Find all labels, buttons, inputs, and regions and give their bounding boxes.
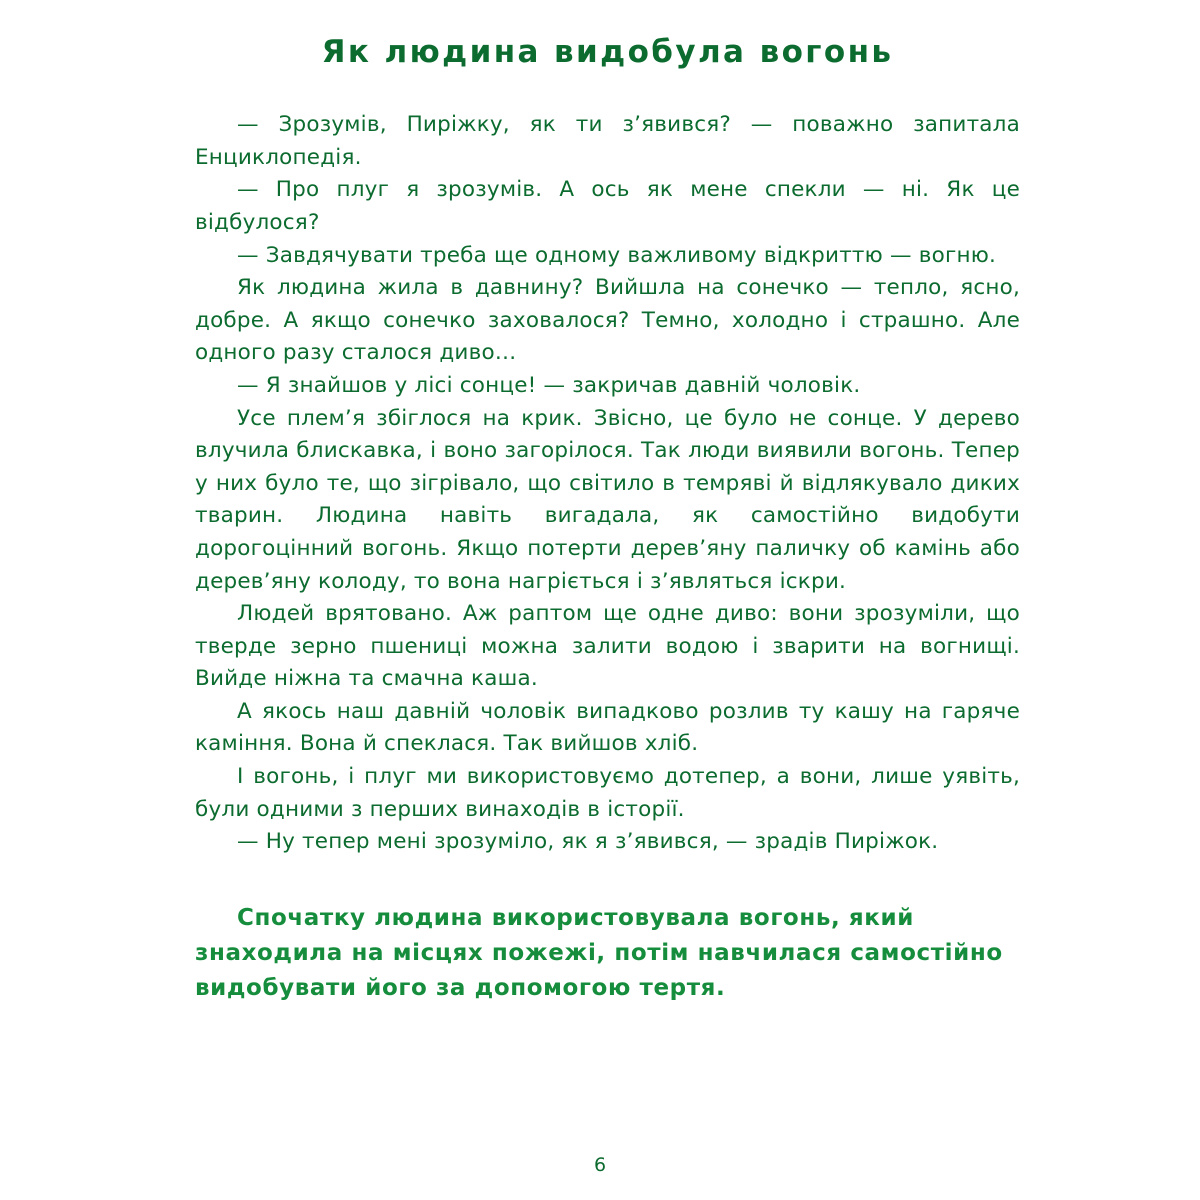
paragraph: Людей врятовано. Аж раптом ще одне диво: вони зрозуміли, що тверде зерно пшениці можна залити водою і зварити на вогнищі. Вийде ніжна та смачна каша. — [195, 601, 1020, 692]
paragraph: І вогонь, і плуг ми використовуємо дотепер, а вони, лише уявіть, були одними з перших винаходів в історії. — [195, 764, 1020, 822]
paragraph: Усе плем’я збіглося на крик. Звісно, це було не сонце. У дерево влучила блискавка, і воно загорілося. Так люди виявили вогонь. Тепер у них було те, що зігрівало, що світило в темряві й відлякувало диких тварин. Людина навіть вигадала, як самостійно видобути дорогоцінний вогонь. Якщо потерти дерев’яну паличку об камінь або дерев’яну колоду, то вона нагріється і з’являться іскри. — [195, 405, 1020, 594]
page-title: Як людина видобула вогонь — [321, 34, 894, 70]
paragraph: — Завдячувати треба ще одному важливому відкриттю — вогню. — [237, 242, 997, 268]
body-text — [195, 109, 1020, 859]
paragraph: — Я знайшов у лісі сонце! — закричав давній чоловік. — [237, 372, 861, 398]
page-number: 6 — [593, 1154, 607, 1176]
paragraph: Як людина жила в давнину? Вийшла на сонечко — тепло, ясно, добре. А якщо сонечко заховалося? Темно, холодно і страшно. Але одного разу сталося диво… — [195, 275, 1020, 366]
paragraph: А якось наш давній чоловік випадково розлив ту кашу на гаряче каміння. Вона й спеклася. Так вийшов хліб. — [195, 698, 1020, 757]
paragraph: — Про плуг я зрозумів. А ось як мене спекли — ні. Як це відбулося? — [195, 177, 1020, 235]
paragraph: — Ну тепер мені зрозуміло, як я з’явився, — зрадів Пиріжок. — [237, 829, 939, 855]
paragraph: — Зрозумів, Пиріжку, як ти з’явився? — поважно запитала Енциклопедія. — [195, 112, 1020, 170]
summary-callout: Спочатку людина використовувала вогонь, який знаходила на місцях пожежі, потім навчилася самостійно видобувати його за допомогою тертя. — [195, 904, 1003, 1001]
